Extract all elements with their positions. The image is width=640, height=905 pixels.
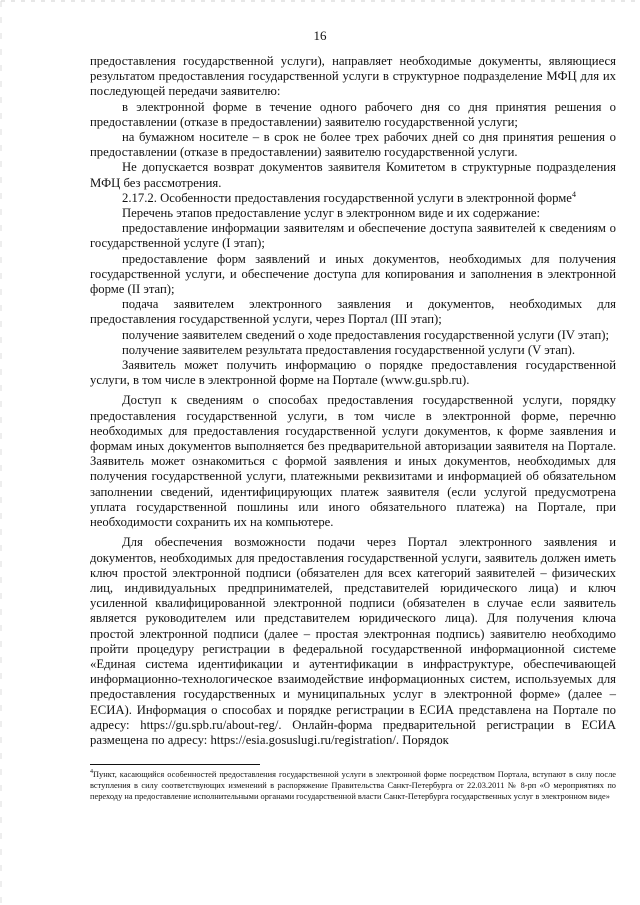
- paragraph: предоставление информации заявителям и обеспечение доступа заявителей к сведениям о государственной услуге (I этап);: [90, 221, 616, 251]
- paragraph: получение заявителем сведений о ходе предоставления государственной услуги (IV этап);: [122, 327, 610, 342]
- footnote-marker: 4: [90, 769, 93, 776]
- paragraph: Заявитель может получить информацию о порядке предоставления государственной услуги, в том числе в электронной форме на Портале (www.gu.spb.ru).: [90, 358, 616, 388]
- footnote-text: Пункт, касающийся особенностей предоставления государственной услуги в электронной форме посредством Портала, вступают в силу после вступления в силу соответствующих изменений в распоряжение Правительства Санкт-Петербурга от 22.03.2011 № 8-рп «О мероприятиях по переходу на предоставление исполнительными органами государственной власти Санкт-Петербурга государственных услуг в электронном виде»: [90, 770, 616, 801]
- paragraph: предоставление форм заявлений и иных документов, необходимых для получения государственной услуги, и обеспечение доступа для копирования и заполнения в электронной форме (II этап);: [90, 251, 616, 297]
- paragraph: Не допускается возврат документов заявителя Комитетом в структурные подразделения МФЦ без рассмотрения.: [90, 160, 616, 190]
- paragraph: Перечень этапов предоставление услуг в электронном виде и их содержание:: [122, 206, 541, 221]
- paragraph: в электронной форме в течение одного рабочего дня со дня принятия решения о предоставлении (отказе в предоставлении) заявителю государственной услуги;: [90, 99, 616, 129]
- page-number: 16: [313, 28, 327, 43]
- footnote-marker: 4: [571, 189, 576, 199]
- footnote: [90, 770, 616, 802]
- section-heading: 2.17.2. Особенности предоставления государственной услуги в электронной форме$^4$: [122, 189, 576, 205]
- paragraph: Для обеспечения возможности подачи через Портал электронного заявления и документов, необходимых для предоставления государственной услуги, заявитель должен иметь ключ простой электронной подписи (обязателен для всех категорий заявителей – физических лиц, индивидуальных предпринимателей, представителей юридического лица) и ключ усиленной квалифицированной электронной подписи (обязателен в случае если заявитель является руководителем или представителем юридического лица). Для получения ключа простой электронной подписи (далее – простая электронная подпись) заявителю необходимо пройти процедуру регистрации в федеральной государственной информационной системе «Единая система идентификации и аутентификации в инфраструктуре, обеспечивающей информационно-технологическое взаимодействие информационных систем, используемых для предоставления государственных и муниципальных услуг в электронной форме» (далее – ЕСИА). Информация о способах и порядке регистрации в ЕСИА представлена на Портале по адресу: https://gu.spb.ru/about-reg/. Онлайн-форма предварительной регистрации в ЕСИА размещена по адресу: https://esia.gosuslugi.ru/registration/. Порядок: [90, 535, 616, 747]
- paragraph: предоставления государственной услуги), направляет необходимые документы, являющиеся результатом предоставления государственной услуги в структурное подразделение МФЦ для их последующей передачи заявителю:: [90, 54, 616, 99]
- paragraph: Доступ к сведениям о способах предоставления государственной услуги, порядку предоставления государственной услуги, в том числе в электронной форме, перечню необходимых для предоставления государственной услуги документов, к форме заявления и формам иных документов выполняется без предварительной авторизации заявителя на Портале. Заявитель может ознакомиться с формой заявления и иных документов, необходимых для получения государственной услуги, платежными реквизитами и информацией об обязательном заполнении сведений, идентифицирующих платеж заявителя (если услугой предусмотрена уплата государственной пошлины или иного обязательного платежа) на Портале, при необходимости сохранить их на компьютере.: [90, 393, 616, 530]
- body-text: [90, 54, 616, 748]
- paragraph: получение заявителем результата предоставления государственной услуги (V этап).: [122, 342, 576, 357]
- paragraph: подача заявителем электронного заявления и документов, необходимых для предоставления государственной услуги, через Портал (III этап);: [90, 297, 616, 327]
- paragraph: на бумажном носителе – в срок не более трех рабочих дней со дня принятия решения о предоставлении (отказе в предоставлении) заявителю государственной услуги.: [90, 130, 616, 160]
- footnote-separator: [90, 764, 260, 765]
